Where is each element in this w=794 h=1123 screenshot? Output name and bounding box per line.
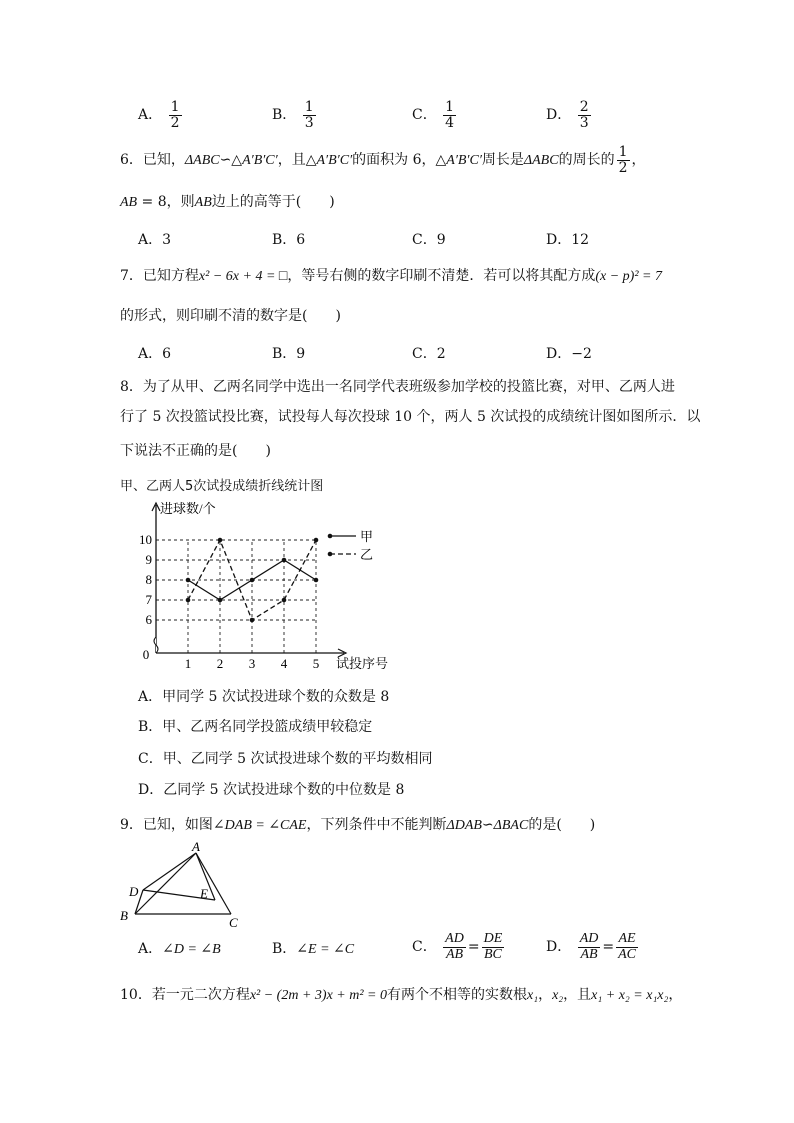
y-tick-label: 6: [145, 612, 152, 627]
y-tick-label: 8: [145, 572, 152, 587]
origin-label: 0: [142, 647, 150, 662]
data-point: [186, 598, 191, 603]
x-axis-label: 试投序号: [336, 656, 389, 671]
q7-option-d: D．−2: [546, 346, 592, 362]
y-tick-label: 9: [145, 552, 152, 567]
q8-option-a: A．甲同学 5 次试投进球个数的众数是 8: [138, 689, 390, 705]
data-point: [218, 538, 223, 543]
axis-break: [154, 637, 158, 653]
q5-option-c: [412, 100, 458, 130]
q8-option-b: B．甲、乙两名同学投篮成绩甲较稳定: [138, 719, 373, 735]
q6-option-b: B．6: [272, 232, 306, 248]
fraction: $\frac{AD}{AB}$: [445, 931, 464, 962]
q6-option-a: A．3: [138, 232, 172, 248]
q8-stem-line3: 下说法不正确的是( ): [120, 443, 271, 459]
fraction: $\frac{DE}{BC}$: [483, 931, 503, 962]
x-tick-label: 1: [184, 656, 192, 671]
data-point: [314, 578, 319, 583]
data-point: [250, 578, 255, 583]
q6-option-c: C．9: [412, 232, 446, 248]
q6-stem-line1: 6．已知，ΔABC∽△A′B′C′，且△A′B′C′的面积为 6，△A′B′C′周长是ΔABC的周长的 $\frac{1}{2}$ ，: [120, 144, 646, 176]
q7-stem-line2: 的形式，则印刷不清的数字是( ): [120, 308, 341, 324]
x-tick-label: 4: [280, 656, 288, 671]
q7-option-b: B．9: [272, 346, 306, 362]
data-point: [186, 578, 191, 583]
legend-label: 甲: [360, 529, 374, 544]
option-label: D．: [546, 107, 572, 124]
x-tick-label: 5: [312, 656, 320, 671]
y-axis-label: 进球数/个: [160, 501, 216, 516]
q8-option-d: D．乙同学 5 次试投进球个数的中位数是 8: [138, 782, 405, 798]
q8-stem-line1: 8．为了从甲、乙两名同学中选出一名同学代表班级参加学校的投篮比赛，对甲、乙两人进: [120, 379, 675, 395]
x-tick-label: 3: [248, 656, 256, 671]
q10-stem: 10．若一元二次方程x² − (2m + 3)x + m² = 0有两个不相等的实数根x₁，x₂，且x₁ + x₂ = x₁x₂，: [120, 987, 683, 1003]
q7-option-c: C．2: [412, 346, 446, 362]
y-tick-label: 10: [139, 532, 152, 547]
q8-stem-line2: 行了 5 次投篮试投比赛，试投每人每次投球 10 个，两人 5 次试投的成绩统计图如图所示．以: [120, 409, 701, 425]
fraction: $\frac{AE}{AC}$: [618, 931, 636, 962]
data-point: [218, 598, 223, 603]
triangle-figure: [115, 840, 255, 935]
label-b: B: [120, 908, 128, 923]
q8-option-c: C．甲、乙同学 5 次试投进球个数的平均数相同: [138, 751, 433, 767]
x-tick-label: 2: [216, 656, 224, 671]
legend-label: 乙: [360, 547, 374, 562]
fraction: $\frac{1}{4}$: [445, 99, 455, 131]
segment-ac: [196, 853, 231, 914]
option-label: C．: [412, 107, 437, 124]
q5-option-d: [546, 100, 593, 130]
q5-option-a: [138, 100, 184, 130]
q6-stem-line2: AB = 8，则AB边上的高等于( ): [120, 194, 335, 210]
q9-stem: 9．已知，如图∠DAB = ∠CAE，下列条件中不能判断ΔDAB∽ΔBAC的是( ): [120, 817, 596, 833]
data-point: [314, 538, 319, 543]
q6-option-d: D．12: [546, 232, 590, 248]
data-point: [282, 558, 287, 563]
option-label: B．: [272, 107, 297, 124]
line-chart: [130, 495, 410, 675]
fraction: $\frac{1}{3}$: [304, 99, 314, 131]
fraction: $\frac{1}{2}$: [618, 144, 628, 176]
q9-option-a: A．∠D = ∠B: [138, 941, 221, 957]
q5-option-b: [272, 100, 318, 130]
segment-ad: [143, 853, 196, 890]
y-tick-label: 7: [145, 592, 152, 607]
fraction: $\frac{1}{2}$: [170, 99, 180, 131]
label-a: A: [192, 840, 200, 854]
q9-option-b: B．∠E = ∠C: [272, 941, 355, 957]
fraction: $\frac{2}{3}$: [579, 99, 589, 131]
data-point: [282, 598, 287, 603]
label-e: E: [200, 886, 208, 901]
q9-option-d: D． $\frac{AD}{AB}$ = $\frac{AE}{AC}$: [546, 931, 636, 962]
fraction: $\frac{AD}{AB}$: [579, 931, 599, 962]
data-point: [250, 618, 255, 623]
q7-option-a: A．6: [138, 346, 172, 362]
label-c: C: [229, 915, 238, 930]
option-label: A．: [138, 107, 163, 124]
q9-option-c: C． $\frac{AD}{AB}$ = $\frac{DE}{BC}$: [412, 931, 503, 962]
label-d: D: [129, 884, 139, 899]
segment-ab: [135, 853, 196, 914]
chart-caption: 甲、乙两人5次试投成绩折线统计图: [120, 479, 324, 494]
q7-stem-line1: 7．已知方程x² − 6x + 4 = □，等号右侧的数字印刷不清楚．若可以将其配方成(x − p)² = 7: [120, 268, 662, 284]
